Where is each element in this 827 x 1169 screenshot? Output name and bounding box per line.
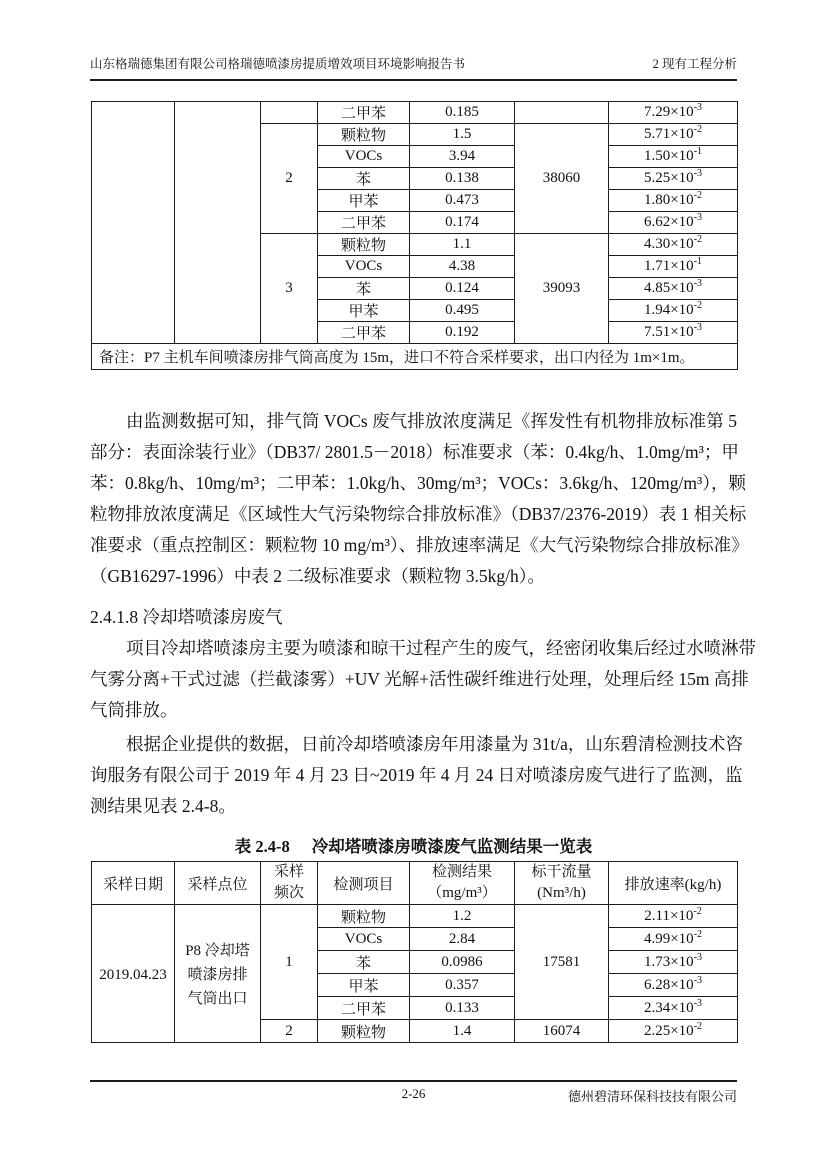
result-cell: 0.185 [410,102,515,124]
result-cell: 0.0986 [410,951,515,974]
frequency-cell: 1 [261,905,318,1020]
flow-cell: 17581 [515,905,609,1020]
rate-cell: $7.51\times 10^{-3}$ [609,322,738,344]
empty-frequency-cell [261,102,318,124]
table-row [92,905,738,928]
paragraph-process [90,633,756,726]
result-cell: 2.84 [410,928,515,951]
text-line: 根据企业提供的数据，日前冷却塔喷漆房年用漆量为 31t/a，山东碧清检测技术咨 [126,734,743,754]
empty-flow-cell [515,102,609,124]
rate-cell: $5.71\times 10^{-2}$ [609,124,738,146]
rate-cell: $2.34\times 10^{-3}$ [609,997,738,1020]
monitoring-table-p8 [91,861,738,1043]
result-cell: 3.94 [410,146,515,168]
rate-cell: $4.85\times 10^{-3}$ [609,278,738,300]
header-position: 采样点位 [175,862,261,905]
text-line: 询服务有限公司于 2019 年 4 月 23 日~2019 年 4 月 24 日对喷漆房废气进行了监测，监 [90,765,743,785]
header-flow: 标干流量 (Nm³/h) [515,862,609,905]
result-cell: 0.174 [410,212,515,234]
header-chapter: 2 现有工程分析 [652,57,737,71]
text-line: 测结果见表 2.4-8。 [90,796,236,816]
pollutant-cell: 苯 [318,278,410,300]
rate-cell: $4.99\times 10^{-2}$ [609,928,738,951]
result-cell: 0.124 [410,278,515,300]
text-line: （GB16297-1996）中表 2 二级标准要求（颗粒物 3.5kg/h）。 [90,566,545,586]
text-line: 部分：表面涂装行业》（DB37/ 2801.5－2018）标准要求（苯：0.4kg/h、1.0mg/m³；甲 [90,442,739,462]
result-cell: 0.473 [410,190,515,212]
pollutant-cell: 苯 [318,168,410,190]
pollutant-cell: 颗粒物 [318,905,410,928]
text-line: 项目冷却塔喷漆房主要为喷漆和晾干过程产生的废气，经密闭收集后经过水喷淋带 [126,638,756,658]
rate-cell: $1.50\times 10^{-1}$ [609,146,738,168]
pollutant-cell: VOCs [318,928,410,951]
pollutant-cell: 二甲苯 [318,102,410,124]
paragraph-standards [90,406,749,592]
header-rate: 排放速率(kg/h) [609,862,738,905]
table-header-row [92,862,738,905]
frequency-cell: 3 [261,234,318,344]
table-row [92,102,738,124]
pollutant-cell: VOCs [318,256,410,278]
flow-cell: 39093 [515,234,609,344]
rate-cell: $2.11\times 10^{-2}$ [609,905,738,928]
rate-cell: $1.71\times 10^{-1}$ [609,256,738,278]
page-header [90,54,737,81]
table-note-row [92,344,738,370]
header-date: 采样日期 [92,862,175,905]
page-footer [90,1080,737,1104]
empty-date-cell [92,102,175,344]
result-cell: 0.357 [410,974,515,997]
pollutant-cell: VOCs [318,146,410,168]
result-cell: 1.1 [410,234,515,256]
rate-cell: $2.25\times 10^{-2}$ [609,1020,738,1043]
rate-cell: $1.94\times 10^{-2}$ [609,300,738,322]
text-line: 准要求（重点控制区：颗粒物 10 mg/m³）、排放速率满足《大气污染物综合排放标准》 [90,535,749,555]
result-cell: 0.138 [410,168,515,190]
pollutant-cell: 颗粒物 [318,1020,410,1043]
result-cell: 1.4 [410,1020,515,1043]
table-caption-label: 表 2.4-8 [234,837,290,856]
footer-company: 德州碧清环保科技技有限公司 [567,1089,737,1104]
header-result: 检测结果 （mg/m³） [410,862,515,905]
text-line: 苯：0.8kg/h、10mg/m³；二甲苯：1.0kg/h、30mg/m³；VOCs：3.6kg/h、120mg/m³），颗 [90,473,746,493]
header-frequency: 采样 频次 [261,862,318,905]
page-number: 2-26 [401,1086,426,1101]
rate-cell: $7.29\times 10^{-3}$ [609,102,738,124]
result-cell: 4.38 [410,256,515,278]
paragraph-monitoring [90,729,743,822]
result-cell: 0.192 [410,322,515,344]
sampling-position-cell: P8 冷却塔 喷漆房排 气筒出口 [175,905,261,1043]
flow-cell: 38060 [515,124,609,234]
table-caption-title: 冷却塔喷漆房喷漆废气监测结果一览表 [311,837,593,856]
pollutant-cell: 甲苯 [318,190,410,212]
pollutant-cell: 甲苯 [318,300,410,322]
flow-cell: 16074 [515,1020,609,1043]
pollutant-cell: 二甲苯 [318,212,410,234]
table-caption [90,833,737,857]
text-line: 气筒排放。 [90,700,178,720]
frequency-cell: 2 [261,1020,318,1043]
result-cell: 1.5 [410,124,515,146]
pollutant-cell: 二甲苯 [318,997,410,1020]
rate-cell: $6.62\times 10^{-3}$ [609,212,738,234]
pollutant-cell: 甲苯 [318,974,410,997]
result-cell: 0.495 [410,300,515,322]
pollutant-cell: 颗粒物 [318,124,410,146]
text-line: 粒物排放浓度满足《区域性大气污染物综合排放标准》（DB37/2376-2019）表 1 相关标 [90,504,747,524]
pollutant-cell: 颗粒物 [318,234,410,256]
rate-cell: $1.73\times 10^{-3}$ [609,951,738,974]
text-line: 气雾分离+干式过滤（拦截漆雾）+UV 光解+活性碳纤维进行处理，处理后经 15m 高排 [90,669,749,689]
section-heading: 2.4.1.8 冷却塔喷漆房废气 [90,607,283,627]
frequency-cell: 2 [261,124,318,234]
table-note: 备注：P7 主机车间喷漆房排气筒高度为 15m，进口不符合采样要求，出口内径为 1m×1m。 [92,344,738,370]
text-line: 由监测数据可知，排气筒 VOCs 废气排放浓度满足《挥发性有机物排放标准第 5 [126,411,737,431]
pollutant-cell: 二甲苯 [318,322,410,344]
rate-cell: $5.25\times 10^{-3}$ [609,168,738,190]
empty-position-cell [175,102,261,344]
header-report-title: 山东格瑞德集团有限公司格瑞德喷漆房提质增效项目环境影响报告书 [90,57,466,71]
result-cell: 1.2 [410,905,515,928]
pollutant-cell: 苯 [318,951,410,974]
date-cell: 2019.04.23 [92,905,175,1043]
monitoring-table-p7-continued [91,101,738,370]
result-cell: 0.133 [410,997,515,1020]
rate-cell: $6.28\times 10^{-3}$ [609,974,738,997]
header-item: 检测项目 [318,862,410,905]
rate-cell: $4.30\times 10^{-2}$ [609,234,738,256]
rate-cell: $1.80\times 10^{-2}$ [609,190,738,212]
